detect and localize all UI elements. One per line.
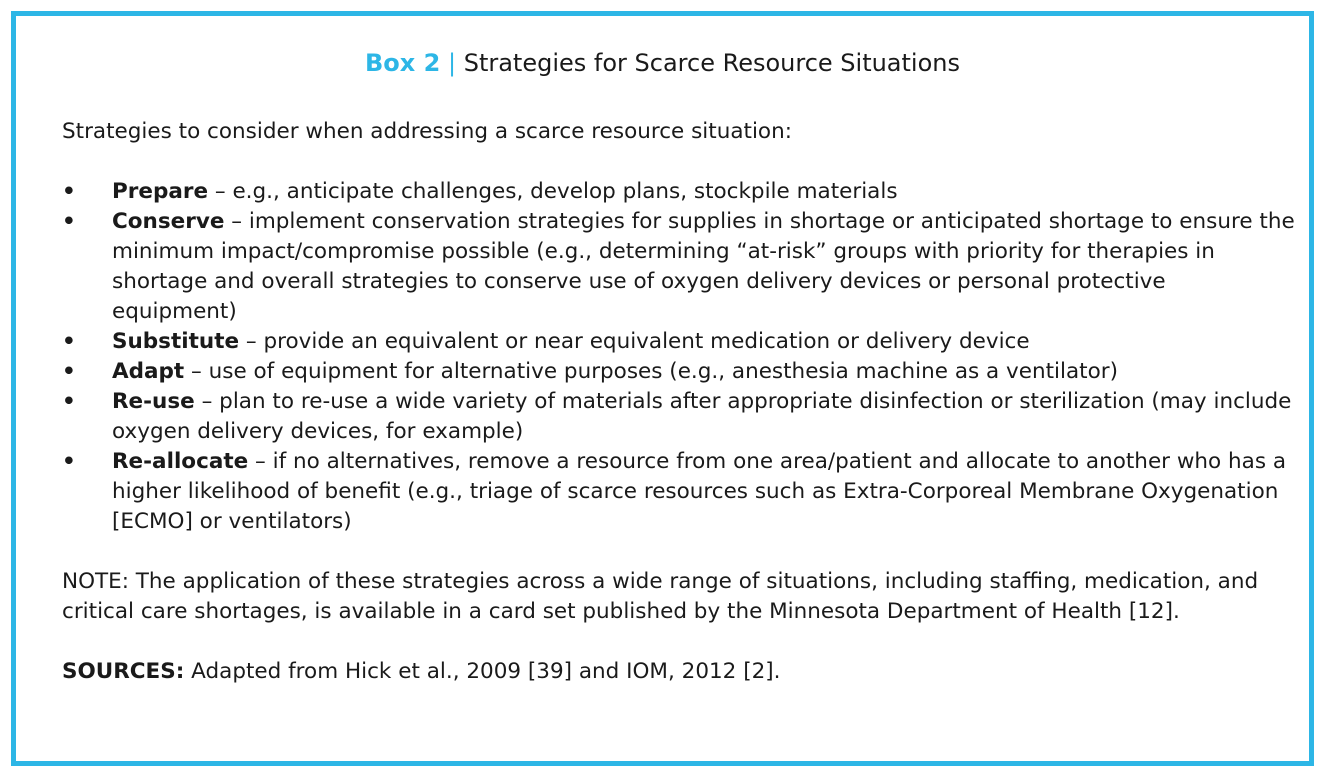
strategy-description: – plan to re-use a wide variety of materials after appropriate disinfection or sterilization (may include oxygen delivery devices, for example) — [112, 389, 1292, 444]
strategy-item-conserve — [62, 207, 1297, 327]
title-separator: | — [447, 49, 457, 77]
strategy-item-substitute — [62, 327, 1297, 357]
strategy-term: Re-allocate — [112, 449, 249, 474]
box-title-text: Strategies for Scarce Resource Situations — [463, 49, 960, 77]
bullet-icon: • — [62, 329, 76, 354]
strategy-description: – implement conservation strategies for supplies in shortage or anticipated shortage to ensure the minimum impact/compromise possible (e.g., determining “at-risk” groups with priority for therapies in shortage and overall strategies to conserve use of oxygen delivery devices or personal protective equipment) — [112, 209, 1295, 324]
sources-label: SOURCES: — [62, 659, 185, 684]
box-title — [16, 46, 1309, 80]
strategy-term: Prepare — [112, 179, 209, 204]
note-text: NOTE: The application of these strategies across a wide range of situations, including staffing, medication, and critical care shortages, is available in a card set published by the Minnesota Department of Health [12]. — [62, 569, 1259, 624]
strategy-list — [62, 177, 1297, 537]
box-content — [62, 117, 1297, 687]
strategy-description: – use of equipment for alternative purposes (e.g., anesthesia machine as a ventilator) — [184, 359, 1118, 384]
strategy-term: Conserve — [112, 209, 225, 234]
strategies-box — [11, 11, 1314, 766]
strategy-item-re-use — [62, 387, 1297, 447]
box-label: Box 2 — [365, 49, 441, 77]
sources-text: Adapted from Hick et al., 2009 [39] and IOM, 2012 [2]. — [184, 659, 781, 684]
strategy-term: Substitute — [112, 329, 240, 354]
strategy-description: – if no alternatives, remove a resource from one area/patient and allocate to another who has a higher likelihood of benefit (e.g., triage of scarce resources such as Extra-Corporeal Membrane Oxygenation [ECMO] or ventilators) — [112, 449, 1287, 534]
bullet-icon: • — [62, 449, 76, 474]
bullet-icon: • — [62, 389, 76, 414]
strategy-term: Re-use — [112, 389, 195, 414]
strategy-description: – e.g., anticipate challenges, develop plans, stockpile materials — [208, 179, 898, 204]
bullet-icon: • — [62, 179, 76, 204]
strategy-term: Adapt — [112, 359, 185, 384]
strategy-description: – provide an equivalent or near equivalent medication or delivery device — [239, 329, 1030, 354]
sources-line — [62, 657, 1297, 687]
intro-text: Strategies to consider when addressing a scarce resource situation: — [62, 119, 792, 144]
strategy-item-prepare — [62, 177, 1297, 207]
bullet-icon: • — [62, 359, 76, 384]
strategy-item-adapt — [62, 357, 1297, 387]
strategy-item-re-allocate — [62, 447, 1297, 537]
bullet-icon: • — [62, 209, 76, 234]
